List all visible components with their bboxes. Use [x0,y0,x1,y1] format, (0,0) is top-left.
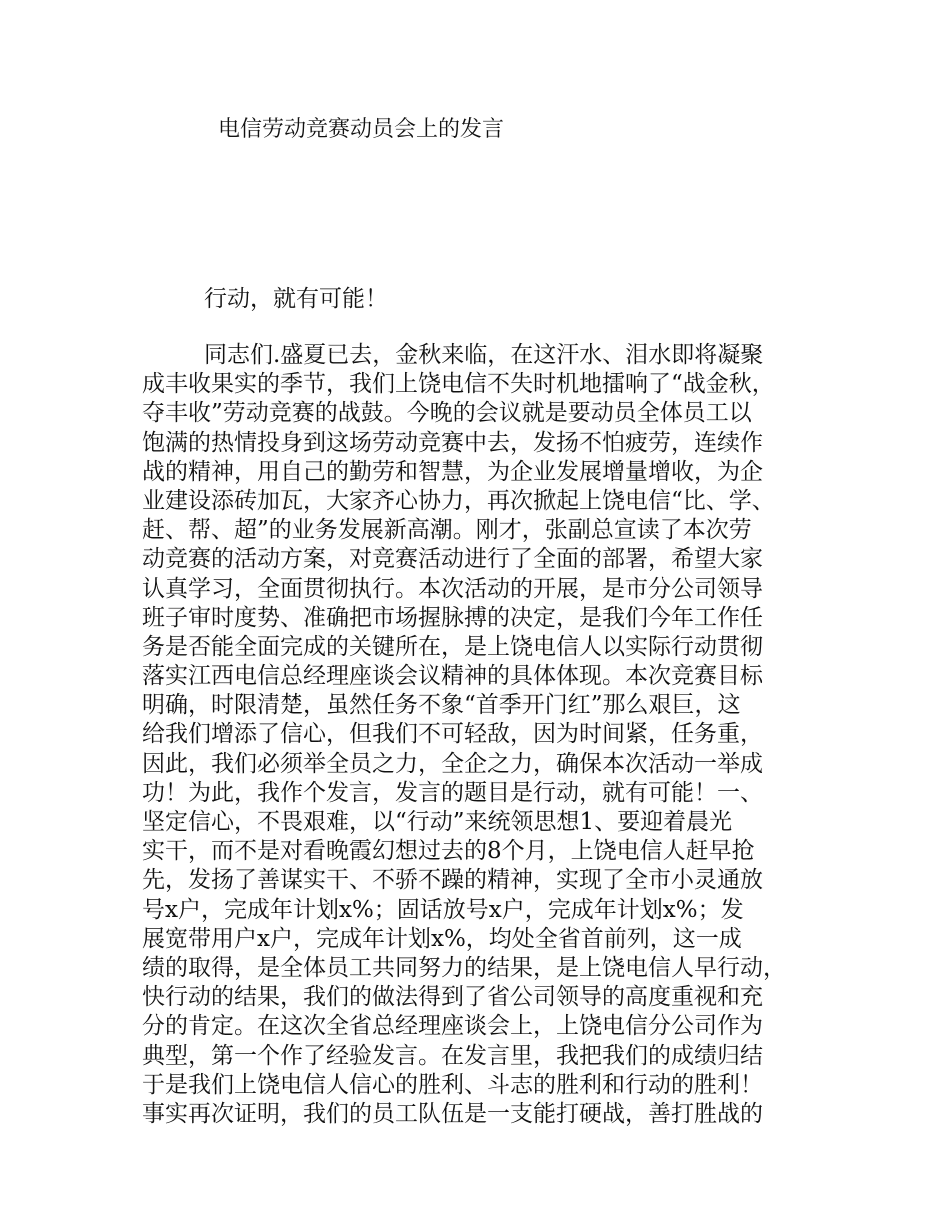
paragraph-line: 同志们.盛夏已去，金秋来临，在这汗水、泪水即将凝聚 [204,342,764,368]
paragraph-line: 夺丰收”劳动竞赛的战鼓。今晚的会议就是要动员全体员工以 [142,400,752,427]
paragraph-line: 饱满的热情投身到这场劳动竞赛中去，发扬不怕疲劳，连续作 [142,429,763,456]
speech-subtitle: 行动，就有可能！ [204,286,388,312]
paragraph-line: 先，发扬了善谋实干、不骄不躁的精神，实现了全市小灵通放 [142,867,763,894]
paragraph-line: 坚定信心，不畏艰难，以“行动”来统领思想1、要迎着晨光 [142,809,733,835]
paragraph-line: 认真学习，全面贯彻执行。本次活动的开展，是市分公司领导 [142,575,763,602]
paragraph-line: 赶、帮、超”的业务发展新高潮。刚才，张副总宣读了本次劳 [142,517,752,544]
paragraph-line: 于是我们上饶电信人信心的胜利、斗志的胜利和行动的胜利！ [142,1071,763,1098]
paragraph-line: 给我们增添了信心，但我们不可轻敌，因为时间紧，任务重， [142,721,763,748]
paragraph-line: 事实再次证明，我们的员工队伍是一支能打硬战，善打胜战的 [142,1100,763,1127]
paragraph-line: 动竞赛的活动方案，对竞赛活动进行了全面的部署，希望大家 [142,546,763,573]
paragraph-line: 务是否能全面完成的关键所在，是上饶电信人以实际行动贯彻 [142,633,763,660]
paragraph-line: 因此，我们必须举全员之力，全企之力，确保本次活动一举成 [142,750,763,777]
paragraph-line: 功！为此，我作个发言，发言的题目是行动，就有可能！一、 [142,779,763,806]
paragraph-line: 明确，时限清楚，虽然任务不象“首季开门红”那么艰巨，这 [142,692,741,719]
paragraph-line: 号x户，完成年计划x%；固话放号x户，完成年计划x%；发 [142,896,744,923]
paragraph-line: 战的精神，用自己的勤劳和智慧，为企业发展增量增收，为企 [142,458,763,485]
paragraph-line: 成丰收果实的季节，我们上饶电信不失时机地擂响了“战金秋， [142,371,775,398]
paragraph-line: 业建设添砖加瓦，大家齐心协力，再次掀起上饶电信“比、学、 [142,487,775,514]
paragraph-line: 绩的取得，是全体员工共同努力的结果，是上饶电信人早行动， [142,954,786,981]
body-paragraph [142,341,832,1129]
paragraph-line: 实干，而不是对看晚霞幻想过去的8个月，上饶电信人赶早抢 [142,838,755,865]
paragraph-line: 分的肯定。在这次全省总经理座谈会上，上饶电信分公司作为 [142,1013,763,1040]
paragraph-line: 快行动的结果，我们的做法得到了省公司领导的高度重视和充 [142,984,763,1011]
paragraph-line: 班子审时度势、准确把市场握脉搏的决定，是我们今年工作任 [142,604,763,631]
paragraph-line: 展宽带用户x户，完成年计划x%，均处全省首前列，这一成 [142,925,742,952]
paragraph-line: 典型，第一个作了经验发言。在发言里，我把我们的成绩归结 [142,1042,763,1069]
document-title: 电信劳动竞赛动员会上的发言 [218,117,505,142]
paragraph-line: 落实江西电信总经理座谈会议精神的具体体现。本次竞赛目标 [142,663,763,690]
